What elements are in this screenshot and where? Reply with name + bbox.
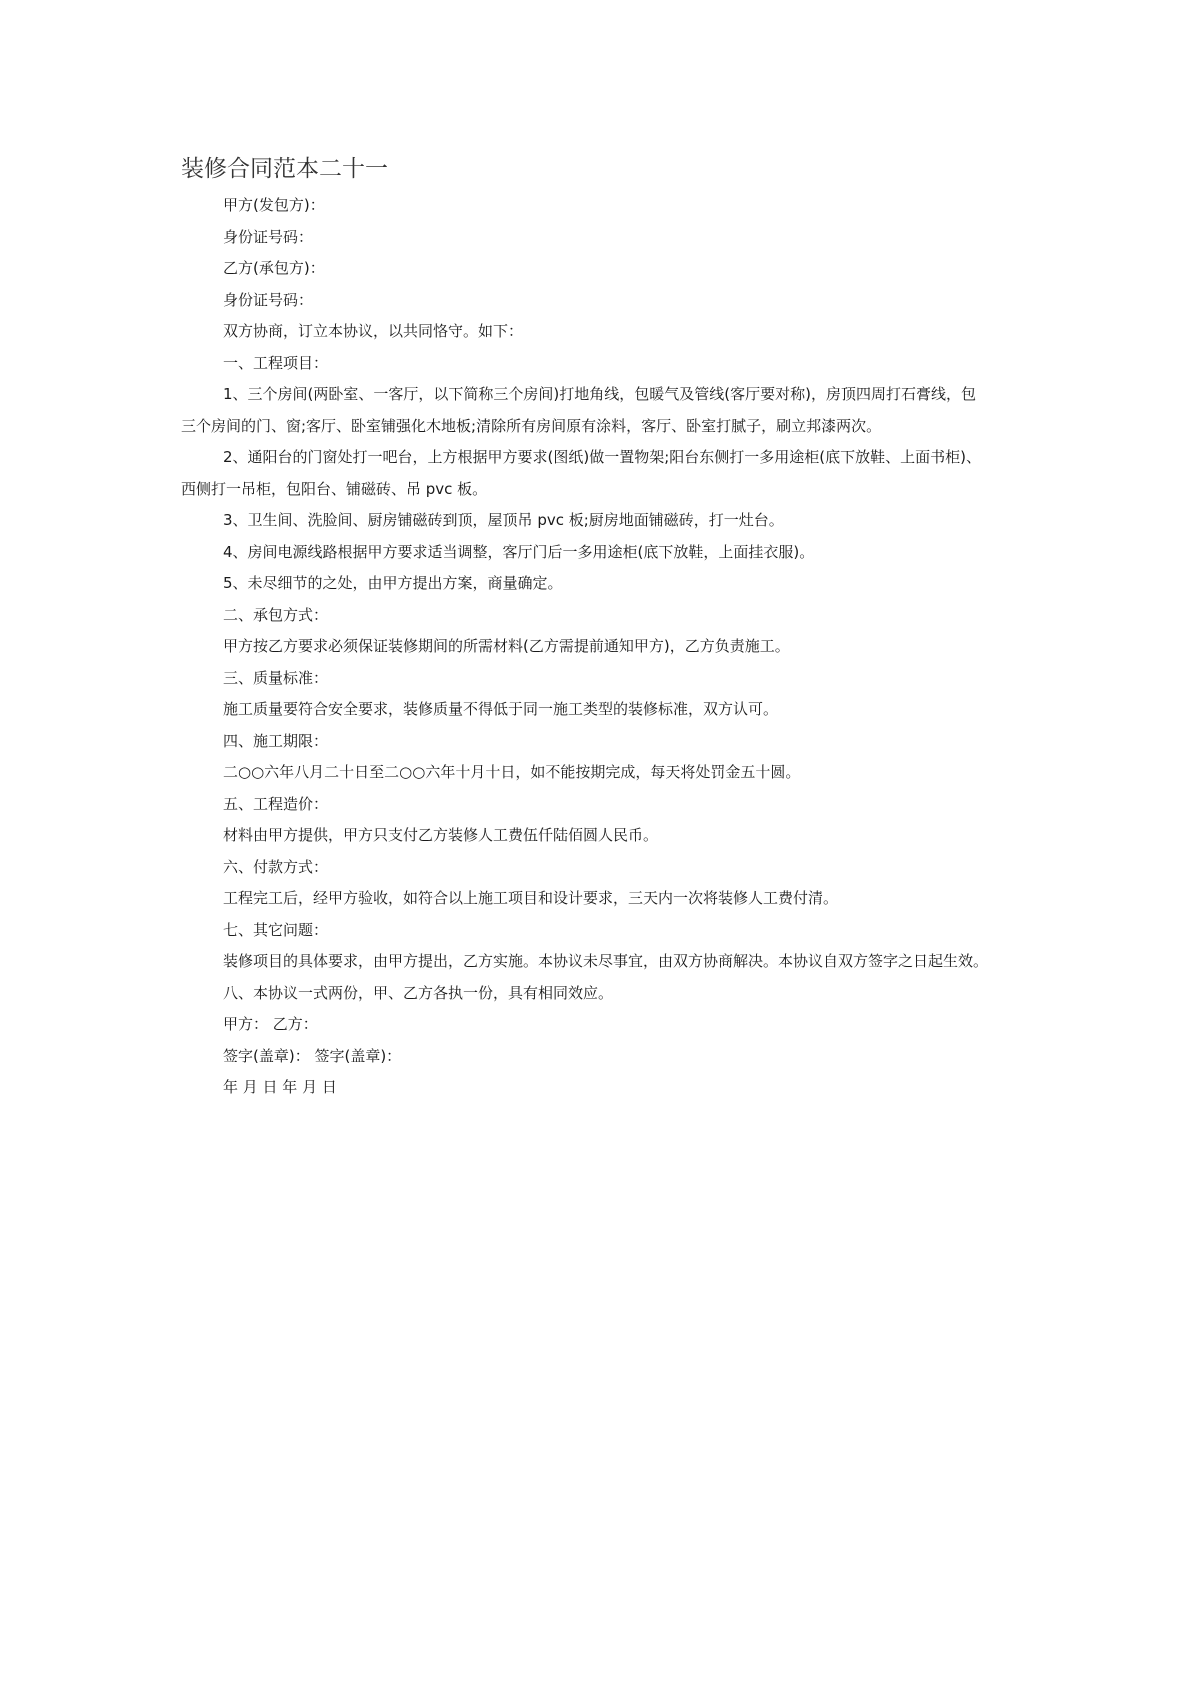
text-line: 双方协商，订立本协议，以共同恪守。如下： xyxy=(223,322,524,340)
text-line: 施工质量要符合安全要求，装修质量不得低于同一施工类型的装修标准，双方认可。 xyxy=(223,700,779,718)
text-line: 身份证号码： xyxy=(223,290,314,309)
text-line: 甲方： 乙方： xyxy=(223,1015,318,1033)
text-line: 3、卫生间、洗脸间、厨房铺磁砖到顶，屋顶吊 pvc 板;厨房地面铺磁砖，打一灶台。 xyxy=(223,511,784,529)
text-line: 年 月 日 年 月 日 xyxy=(223,1078,337,1096)
text-line: 六、付款方式： xyxy=(223,857,329,876)
text-line: 八、本协议一式两份，甲、乙方各执一份，具有相同效应。 xyxy=(223,983,614,1002)
text-line: 三、质量标准： xyxy=(223,668,329,687)
text-line: 五、工程造价： xyxy=(223,794,329,813)
text-line: 工程完工后，经甲方验收，如符合以上施工项目和设计要求，三天内一次将装修人工费付清。 xyxy=(223,889,839,907)
text-line: 一、工程项目： xyxy=(223,353,329,372)
text-line: 乙方(承包方)： xyxy=(223,259,325,277)
text-line: 甲方按乙方要求必须保证装修期间的所需材料(乙方需提前通知甲方)，乙方负责施工。 xyxy=(223,637,790,655)
text-line: 4、房间电源线路根据甲方要求适当调整，客厅门后一多用途柜(底下放鞋，上面挂衣服)。 xyxy=(223,542,815,561)
text-line: 二○○六年八月二十日至二○○六年十月十日，如不能按期完成，每天将处罚金五十圆。 xyxy=(223,763,801,781)
text-line: 材料由甲方提供，甲方只支付乙方装修人工费伍仟陆佰圆人民币。 xyxy=(223,826,659,844)
text-line: 甲方(发包方)： xyxy=(223,196,325,214)
text-line: 装修项目的具体要求，由甲方提出，乙方实施。本协议未尽事宜，由双方协商解决。本协议自双方签字之日起生效。 xyxy=(223,952,989,970)
text-line: 四、施工期限： xyxy=(223,731,329,750)
text-line: 身份证号码： xyxy=(223,227,314,246)
document-body xyxy=(181,190,1041,1104)
text-line: 七、其它问题： xyxy=(223,920,329,939)
text-line: 二、承包方式： xyxy=(223,605,329,624)
text-line: 1、三个房间(两卧室、一客厅，以下简称三个房间)打地角线，包暖气及管线(客厅要对称)，房顶四周打石膏线，包 xyxy=(223,385,976,403)
text-line: 5、未尽细节的之处，由甲方提出方案，商量确定。 xyxy=(223,574,563,592)
text-line: 2、通阳台的门窗处打一吧台，上方根据甲方要求(图纸)做一置物架;阳台东侧打一多用途柜(底下放鞋、上面书柜)、 xyxy=(223,448,982,466)
text-line: 签字(盖章)： 签字(盖章)： xyxy=(223,1046,402,1065)
text-line: 三个房间的门、窗;客厅、卧室铺强化木地板;清除所有房间原有涂料，客厅、卧室打腻子，刷立邦漆两次。 xyxy=(181,416,882,435)
document-title: 装修合同范本二十一 xyxy=(181,156,388,182)
text-line: 西侧打一吊柜，包阳台、铺磁砖、吊 pvc 板。 xyxy=(181,479,488,498)
